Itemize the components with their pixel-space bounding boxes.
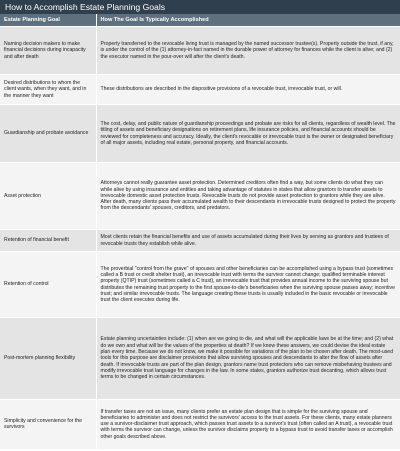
how-cell: The proverbial "control from the grave" of spouses and other beneficiaries can be accomplished using a bypass trust (sometimes called a B trust or credit shelter trust), an irrevocable trust with terms the survivor cannot change; qualified terminable interest property (QTIP) trust (sometimes called a C trust), an irrevocable trust that provides annual income to the surviving spouse but distributes the remaining trust property to the first spouse-to-die's beneficiaries when the surviving spouse passes away; incentive trust; and similar irrevocable trusts. The language creating these trusts is usually included in the basic revocable or irrevocable trust the client executes during life. [96,252,400,318]
how-cell: Estate planning uncertainties include: (1) when are we going to die, and what will the applicable laws be at the time; and (2) what do we own and what will be the values of the properties at death? If we knew these answers, we could devise the ideal estate plan every time. Because we do not know, we make it possible for variations of the plan to be chosen after death. The most-used tools for this purpose are disclaimer provisions that allow surviving spouses and descendants to alter the flow of assets after death. If irrevocable trusts are part of the plan design, grantors name trust protectors who can remove misbehaving trustees and modify irrevocable trust language for changes in the law. In some states, grantors authorize trust decanting, which allows trust terms to be changed in certain circumstances. [96,318,400,400]
table-row [0,252,400,318]
goal-cell: Naming decision makers to make financial decisions during incapacity and after death [0,27,96,75]
table-row [0,163,400,230]
goal-cell: Post-mortem planning flexibility [0,318,96,400]
goal-cell: Retention of control [0,252,96,318]
goal-cell: Desired distributions to whom the client wants, when they want, and in the manner they want [0,75,96,105]
how-cell: These distributions are described in the dispositive provisions of a revocable trust, irrevocable trust, or will. [96,75,400,105]
table-title: How to Accomplish Estate Planning Goals [0,0,400,14]
how-cell: The cost, delay, and public nature of guardianship proceedings and probate are risks for all clients, regardless of wealth level. The titling of assets and beneficiary designations on retirement plans, life insurance policies, and financial accounts should be reviewed for completeness and accuracy. Ideally, the client's revocable or irrevocable trust is the owner or designated beneficiary of all major assets, including real estate, personal property, and financial accounts. [96,105,400,163]
header-goal: Estate Planning Goal [0,14,96,27]
header-how: How The Goal Is Typically Accomplished [96,14,400,27]
goals-table [0,14,400,449]
goal-cell: Retention of financial benefit [0,230,96,252]
table-row [0,27,400,75]
table-row [0,400,400,449]
table-row [0,230,400,252]
table-row [0,105,400,163]
header-row [0,14,400,27]
table-row [0,75,400,105]
table-row [0,318,400,400]
goal-cell: Simplicity and convenience for the survivors [0,400,96,449]
how-cell: Most clients retain the financial benefits and use of assets accumulated during their lives by serving as grantors and trustees of revocable trusts they establish while alive. [96,230,400,252]
how-cell: Property transferred to the revocable living trust is managed by the named successor trustee(s). Property outside the trust, if any, is under the control of the (1) attorney-in-fact named in the durable power of attorney for finances while the client is alive; and (2) the executor named in the pour-over will after the client's death. [96,27,400,75]
goal-cell: Guardianship and probate avoidance [0,105,96,163]
goal-cell: Asset protection [0,163,96,230]
how-cell: If transfer taxes are not an issue, many clients prefer an estate plan design that is simple for the surviving spouse and beneficiaries to administer and does not restrict the survivors' access to the trust assets. For these clients, many estate planners use a survivor-disclaimer trust approach, which passes trust assets to a survivor's trust (often called an A trust), a revocable trust with terms the survivor can change, unless the survivor disclaims property to a bypass trust to avoid transfer taxes or accomplish other goals described above. [96,400,400,449]
how-cell: Attorneys cannot really guarantee asset protection. Determined creditors often find a way, but some clients do what they can while alive by using insurance and entities and taking advantage of statutes in states that allow grantors to transfer assets to irrevocable domestic asset protection trusts. Revocable trusts do not provide asset protection to grantors while they are alive. After death, many clients pass their accumulated wealth to their descendants in irrevocable trusts designed to protect the property from the descendants' spouses, creditors, and predators. [96,163,400,230]
